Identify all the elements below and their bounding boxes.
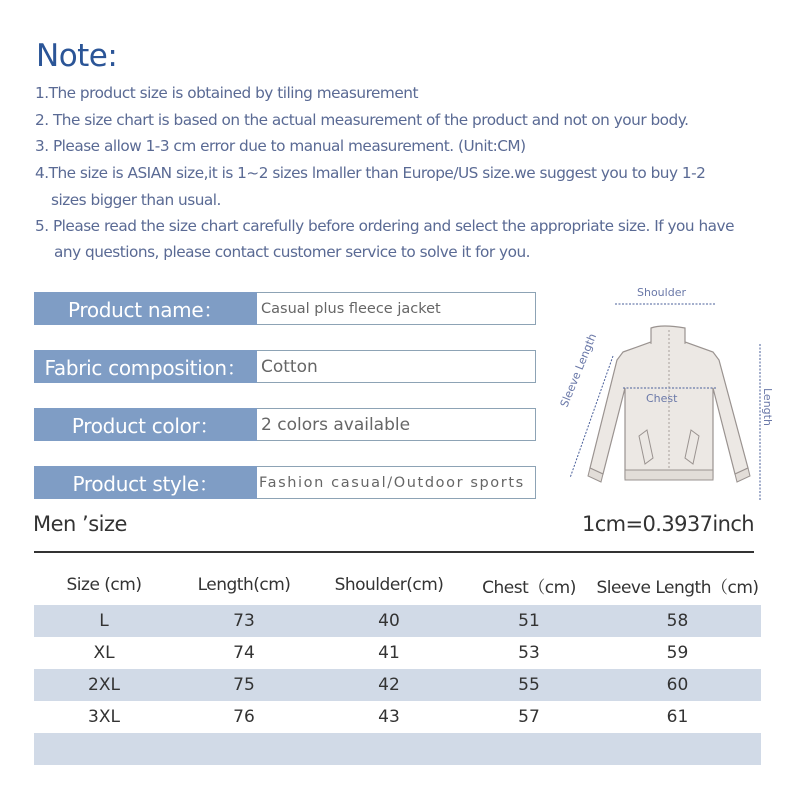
cell-size: 2XL [88,675,120,695]
svg-text:Chest: Chest [646,392,678,405]
table-row-empty [34,733,761,765]
note-line-5: 5. Please read the size chart carefully before ordering and select the appropriate size. If you have [35,217,734,235]
note-line-2: 2. The size chart is based on the actual measurement of the product and not on your body. [35,111,689,129]
table-row [34,637,761,669]
product-color-label: Product color： [34,408,257,441]
product-color-row [34,408,536,441]
cell-length: 75 [233,675,255,695]
svg-text:Shoulder: Shoulder [637,286,686,299]
cell-size: L [99,611,109,631]
note-line-4: 4.The size is ASIAN size,it is 1~2 sizes lmaller than Europe/US size.we suggest you to buy 1-2 [35,164,706,182]
jacket-icon [555,278,780,500]
cell-size: XL [93,643,115,663]
header-shoulder: Shoulder(cm) [334,575,444,595]
header-length: Length(cm) [197,575,291,595]
cell-shoulder: 42 [378,675,400,695]
cell-length: 76 [233,707,255,727]
note-line-1: 1.The product size is obtained by tiling measurement [35,84,418,102]
cell-sleeve: 61 [666,707,689,727]
product-name-row [34,292,536,325]
product-name-value: Casual plus fleece jacket [257,292,536,325]
product-color-value: 2 colors available [257,408,536,441]
note-line-3: 3. Please allow 1-3 cm error due to manual measurement. (Unit:CM) [35,137,526,155]
product-style-label: Product style： [34,466,257,499]
table-row [34,701,761,733]
table-header-row [34,565,761,605]
size-table [34,565,761,765]
fabric-composition-label: Fabric composition： [34,350,257,383]
cell-sleeve: 58 [666,611,689,631]
product-name-label: Product name： [34,292,257,325]
note-line-4-cont: sizes bigger than usual. [51,191,221,209]
cell-sleeve: 59 [666,643,689,663]
cell-chest: 51 [518,611,540,631]
note-line-5-cont: any questions, please contact customer service to solve it for you. [54,243,531,261]
cell-sleeve: 60 [666,675,689,695]
men-size-title: Men ’size [33,512,127,536]
divider [34,551,754,553]
cell-chest: 57 [518,707,540,727]
cell-size: 3XL [88,707,120,727]
unit-conversion: 1cm=0.3937inch [581,512,754,536]
cell-shoulder: 43 [378,707,400,727]
table-row [34,669,761,701]
fabric-composition-row [34,350,536,383]
header-sleeve-length: Sleeve Length（cm) [596,577,759,598]
cell-shoulder: 41 [378,643,400,663]
jacket-measurement-diagram [555,278,780,500]
svg-text:Length: Length [761,388,774,426]
svg-text:Sleeve Length: Sleeve Length [557,331,600,410]
cell-length: 74 [233,643,255,663]
product-style-row [34,466,536,499]
note-title: Note: [36,38,118,74]
header-size: Size (cm) [66,575,142,595]
header-chest: Chest（cm) [482,577,576,598]
cell-length: 73 [233,611,255,631]
fabric-composition-value: Cotton [257,350,536,383]
cell-chest: 55 [518,675,540,695]
cell-chest: 53 [518,643,540,663]
table-row [34,605,761,637]
cell-shoulder: 40 [378,611,400,631]
product-style-value: Fashion casual/Outdoor sports [257,466,536,499]
